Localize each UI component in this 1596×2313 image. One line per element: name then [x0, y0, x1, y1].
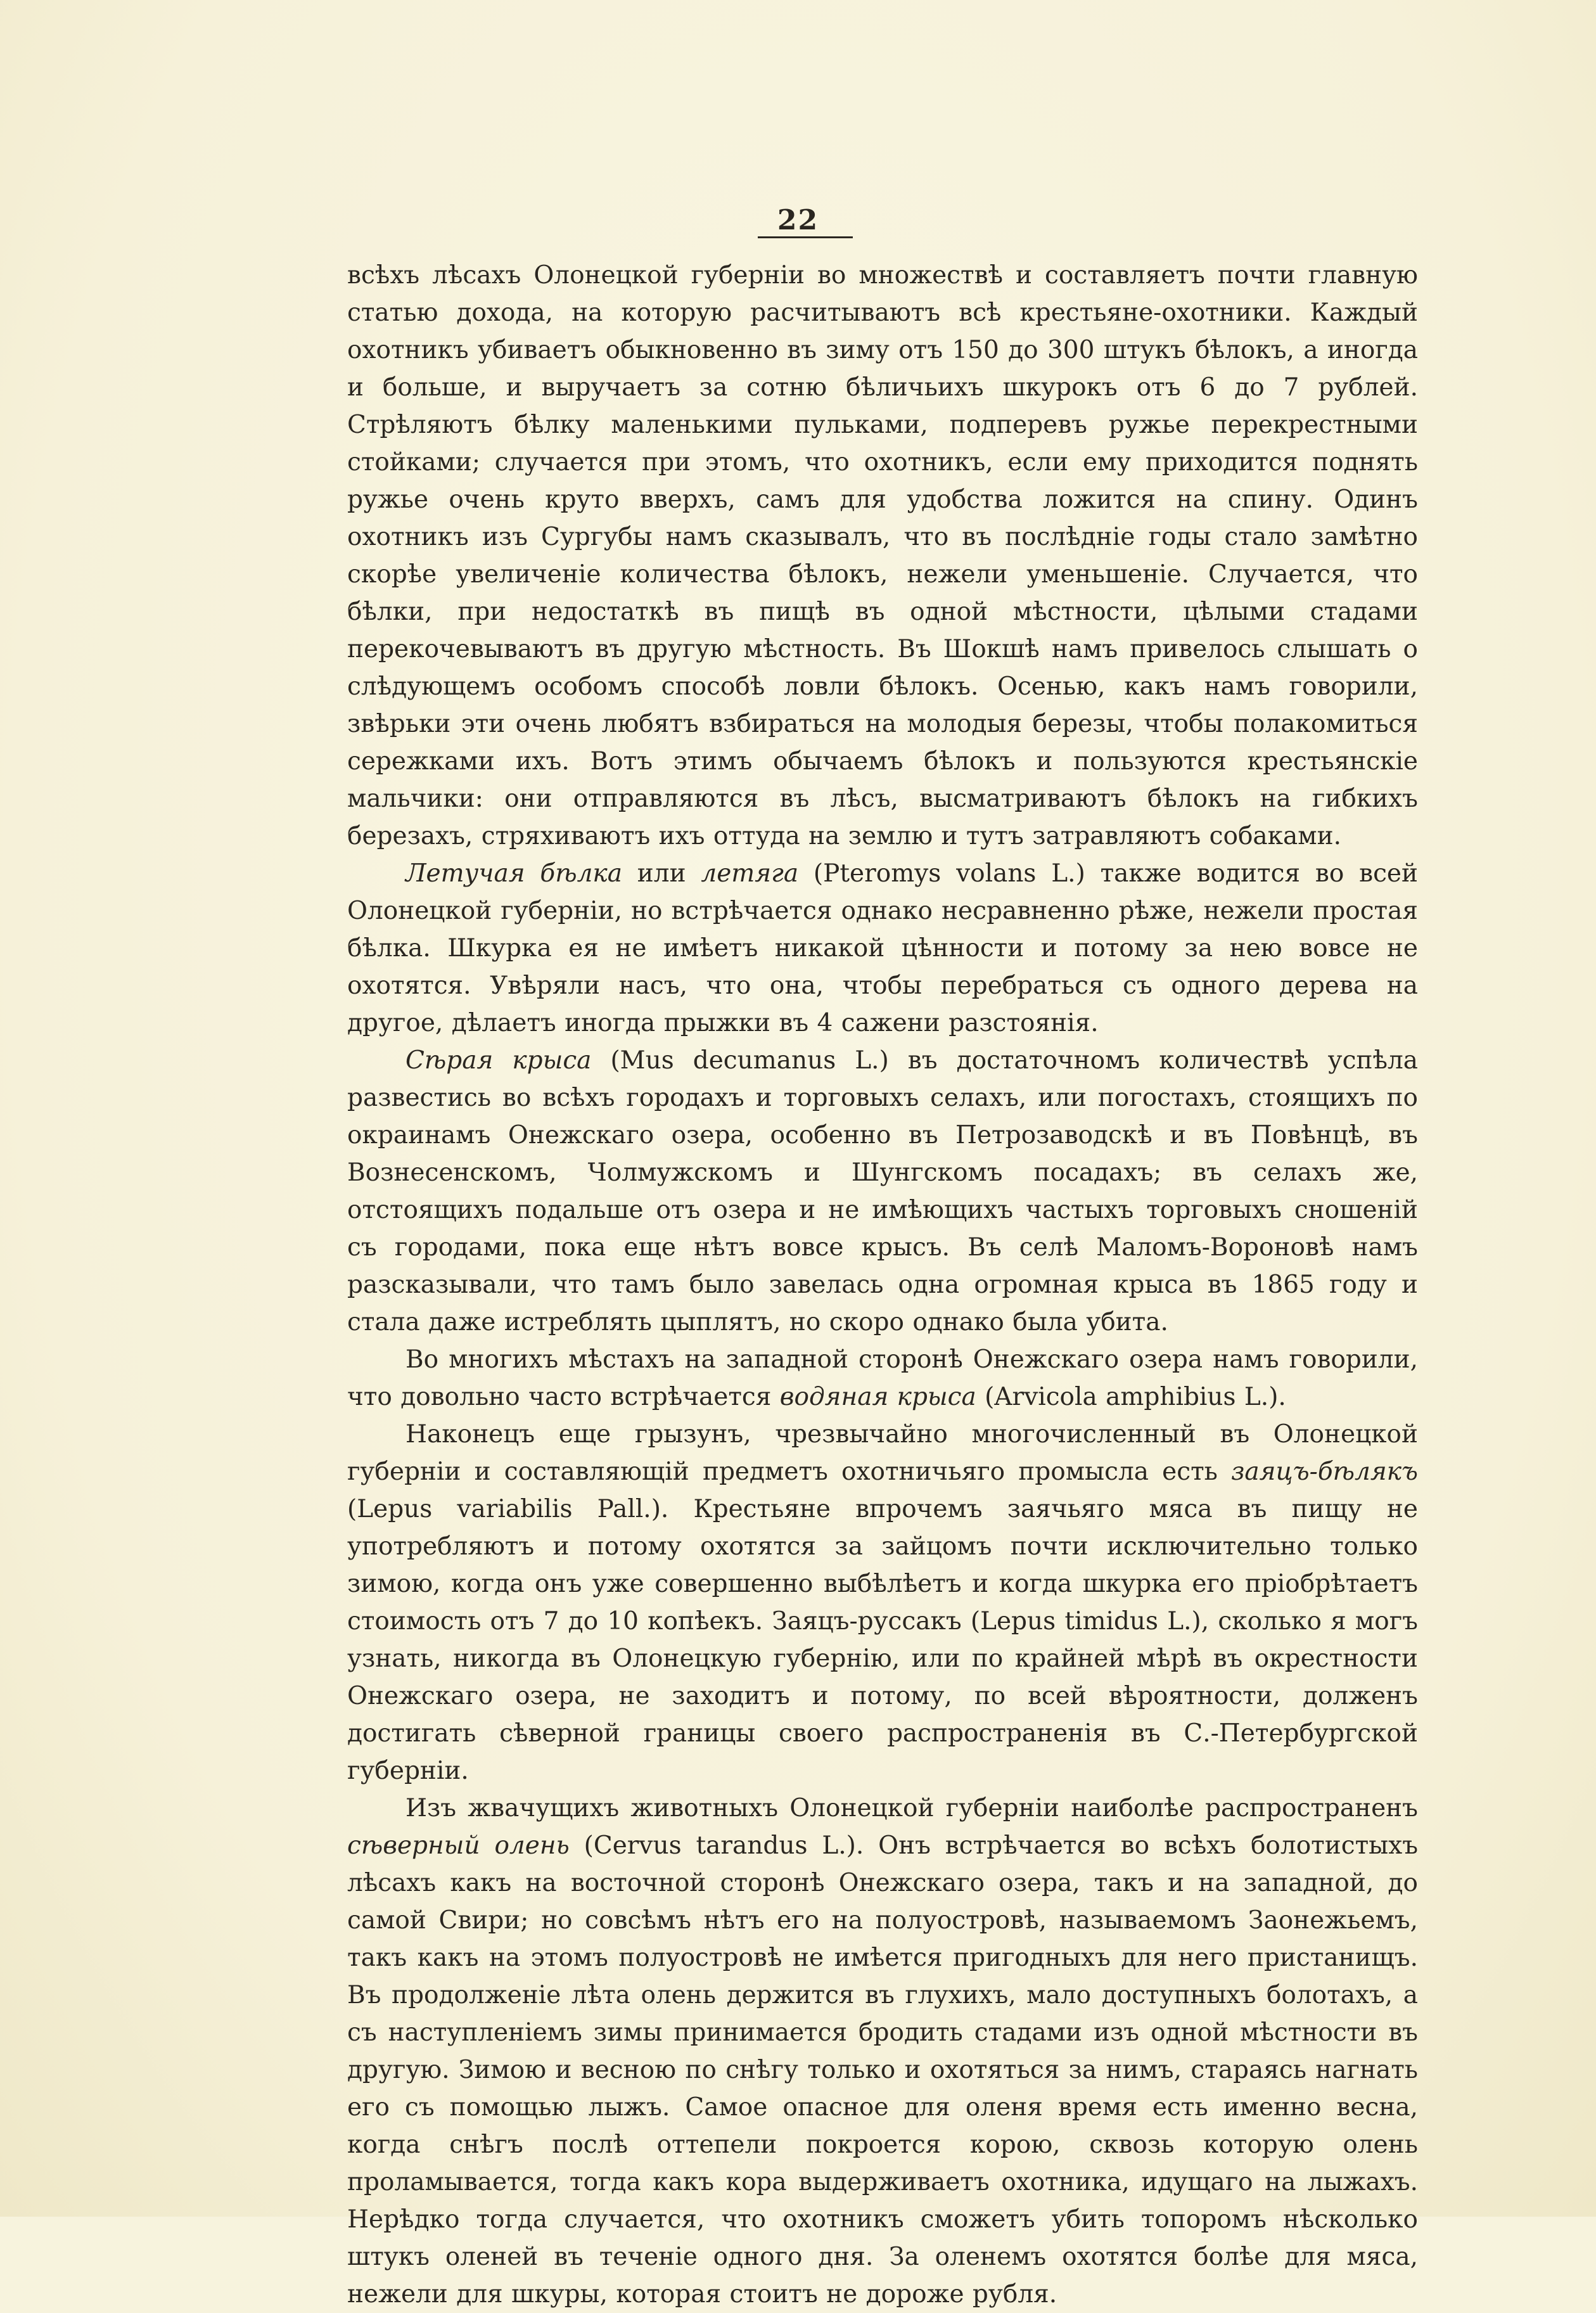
page-number: 22 [777, 204, 819, 236]
paragraph-squirrel-hunting [347, 257, 1418, 855]
species-name: сѣверный олень [347, 1831, 570, 1860]
text-run: (Cervus tarandus L.). Онъ встрѣчается во всѣхъ болотистыхъ лѣсахъ какъ на восточной сторонѣ Онежскаго озера, такъ и на западной, до самой Свири; но совсѣмъ нѣтъ его на полуостровѣ, называемомъ Заонежьемъ, такъ какъ на этомъ полуостровѣ не имѣется пригодныхъ для него пристанищъ. Въ продолженіе лѣта олень держится въ глухихъ, мало доступныхъ болотахъ, а съ наступленіемъ зимы принимается бродить стадами изъ одной мѣстности въ другую. Зимою и весною по снѣгу только и охотяться за нимъ, стараясь нагнать его съ помощью лыжъ. Самое опасное для оленя время есть именно весна, когда снѣгъ послѣ оттепели покроется корою, сквозь которую олень проламывается, тогда какъ кора выдерживаетъ охотника, идущаго на лыжахъ. Нерѣдко тогда случается, что охотникъ сможетъ убить топоромъ нѣсколько штукъ оленей въ теченіе одного дня. За оленемъ охотятся болѣе для мяса, нежели для шкуры, которая стоитъ не дороже рубля. [347, 1831, 1419, 2309]
text-run: или [622, 859, 701, 888]
text-run: Наконецъ еще грызунъ, чрезвычайно многочисленный въ Олонецкой губерніи и составляющій предметъ охотничьяго промысла есть [347, 1420, 1418, 1486]
species-name: водяная крыса [779, 1383, 976, 1411]
species-name: летяга [701, 859, 799, 888]
paragraph-flying-squirrel [347, 855, 1418, 1042]
paragraph-reindeer [347, 1790, 1418, 2313]
text-run: (Arvicola amphibius L.). [976, 1383, 1286, 1411]
text-run: Во многихъ мѣстахъ на западной сторонѣ Онежскаго озера намъ говорили, что довольно часто встрѣчается [347, 1345, 1418, 1411]
text-run: всѣхъ лѣсахъ Олонецкой губерніи во множествѣ и составляетъ почти главную статью дохода, на которую расчитываютъ всѣ крестьяне-охотники. Каждый охотникъ убиваетъ обыкновенно въ зиму отъ 150 до 300 штукъ бѣлокъ, а иногда и больше, и выручаетъ за сотню бѣличьихъ шкурокъ отъ 6 до 7 рублей. Стрѣляютъ бѣлку маленькими пульками, подперевъ ружье перекрестными стойками; случается при этомъ, что охотникъ, если ему приходится поднять ружье очень круто вверхъ, самъ для удобства ложится на спину. Одинъ охотникъ изъ Сургубы намъ сказывалъ, что въ послѣдніе годы стало замѣтно скорѣе увеличеніе количества бѣлокъ, нежели уменьшеніе. Случается, что бѣлки, при недостаткѣ въ пищѣ въ одной мѣстности, цѣлыми стадами перекочевываютъ въ другую мѣстность. Въ Шокшѣ намъ привелось слышать о слѣдующемъ особомъ способѣ ловли бѣлокъ. Осенью, какъ намъ говорили, звѣрьки эти очень любятъ взбираться на молодыя березы, чтобы полакомиться сережками ихъ. Вотъ этимъ обычаемъ бѣлокъ и пользуются крестьянскіе мальчики: они отправляются въ лѣсъ, высматриваютъ бѣлокъ на гибкихъ березахъ, стряхиваютъ ихъ оттуда на землю и тутъ затравляютъ собаками. [347, 261, 1418, 850]
text-run: (Lepus variabilis Pall.). Крестьяне впрочемъ заячьяго мяса въ пищу не употребляютъ и потому охотятся за зайцомъ почти исключительно только зимою, когда онъ уже совершенно выбѣлѣетъ и когда шкурка его пріобрѣтаетъ стоимость отъ 7 до 10 копѣекъ. Заяцъ-руссакъ (Lepus timidus L.), сколько я могъ узнать, никогда въ Олонецкую губернію, или по крайней мѣрѣ въ окрестности Онежскаго озера, не заходитъ и потому, по всей вѣроятности, долженъ достигать сѣверной границы своего распространенія въ С.-Петербургской губерніи. [347, 1495, 1418, 1785]
paragraph-water-vole [347, 1341, 1418, 1416]
page-number-underline [758, 236, 853, 238]
paragraph-brown-rat [347, 1042, 1418, 1341]
species-name: заяцъ-бѣлякъ [1231, 1458, 1418, 1486]
species-name: Сѣрая крыса [405, 1046, 592, 1075]
text-run: Изъ жвачущихъ животныхъ Олонецкой губерніи наиболѣе распространенъ [405, 1794, 1418, 1823]
paragraph-mountain-hare [347, 1416, 1418, 1790]
species-name: Летучая бѣлка [405, 859, 622, 888]
text-run: (Pteromys volans L.) также водится во всей Олонецкой губерніи, но встрѣчается однако несравненно рѣже, нежели простая бѣлка. Шкурка ея не имѣетъ никакой цѣнности и потому за нею вовсе не охотятся. Увѣряли насъ, что она, чтобы перебраться съ одного дерева на другое, дѣлаетъ иногда прыжки въ 4 сажени разстоянія. [347, 859, 1418, 1037]
text-run: (Mus decumanus L.) въ достаточномъ количествѣ успѣла развестись во всѣхъ городахъ и торговыхъ селахъ, или погостахъ, стоящихъ по окраинамъ Онежскаго озера, особенно въ Петрозаводскѣ и въ Повѣнцѣ, въ Вознесенскомъ, Чолмужскомъ и Шунгскомъ посадахъ; въ селахъ же, отстоящихъ подальше отъ озера и не имѣющихъ частыхъ торговыхъ сношеній съ городами, пока еще нѣтъ вовсе крысъ. Въ селѣ Маломъ-Вороновѣ намъ разсказывали, что тамъ было завелась одна огромная крыса въ 1865 году и стала даже истреблять цыплятъ, но скоро однако была убита. [347, 1046, 1418, 1336]
body-text [347, 257, 1418, 2313]
